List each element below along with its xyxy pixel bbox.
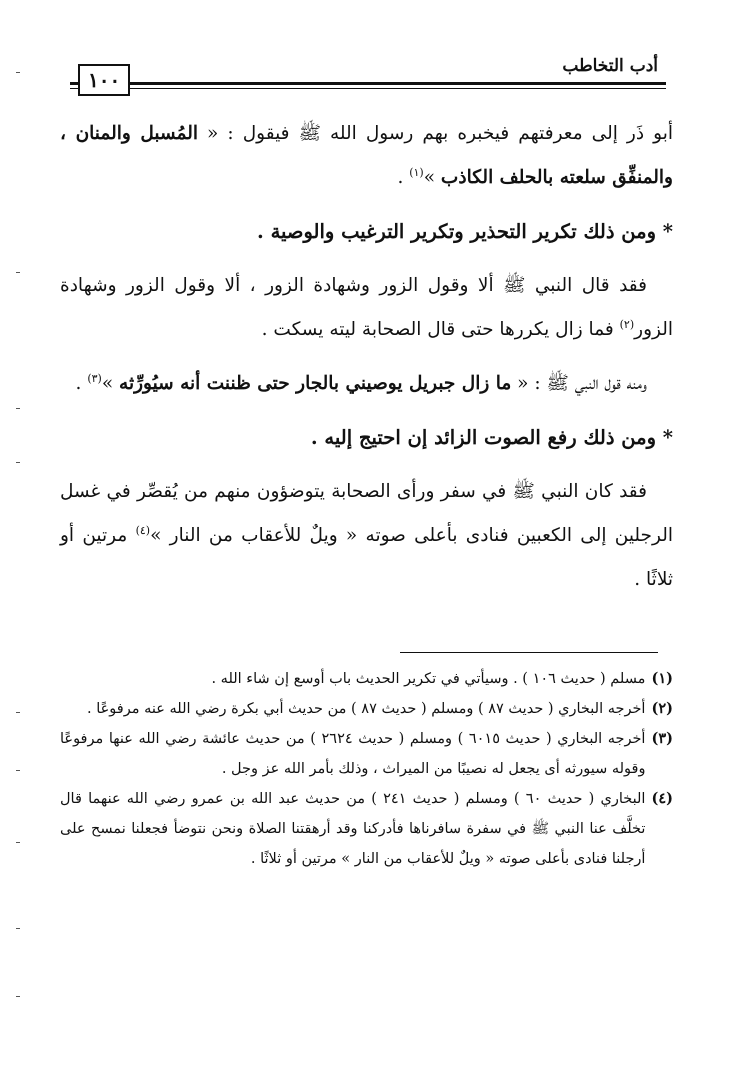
scan-mark bbox=[16, 462, 20, 463]
footnote bbox=[60, 724, 673, 784]
header-rule-thick bbox=[70, 82, 666, 85]
scan-mark bbox=[16, 996, 20, 997]
paragraph-4 bbox=[60, 470, 673, 602]
p2-text: فقد قال النبي ﷺ ألا وقول الزور وشهادة الزور ، ألا وقول الزور وشهادة الزور bbox=[60, 275, 673, 340]
scan-mark bbox=[16, 928, 20, 929]
header-rule-thin bbox=[70, 88, 666, 89]
footnote bbox=[60, 784, 673, 874]
footnote-number: (١) bbox=[651, 670, 673, 687]
p3-close-quote: » bbox=[101, 373, 120, 394]
p1-text: أبو ذَر إلى معرفتهم فيخبره بهم رسول الله ﷺ فيقول : « bbox=[198, 123, 673, 144]
p4-text: فقد كان النبي ﷺ في سفر ورأى الصحابة يتوضؤون منهم من يُقصِّر في غسل الرجلين إلى الكعبين فنادى بأعلى صوته « ويلٌ للأعقاب من النار » bbox=[60, 481, 673, 546]
page-header bbox=[70, 52, 666, 100]
hadith-quote-1: المُسبل والمنان ، والمنفِّق سلعته بالحلف الكاذب bbox=[60, 123, 673, 188]
footnote bbox=[60, 664, 673, 694]
footnote-number: (٢) bbox=[651, 700, 673, 717]
footnote-text: البخاري ( حديث ٦٠ ) ومسلم ( حديث ٢٤١ ) من حديث عبد الله بن عمرو رضي الله عنهما قال تخلَّف عنا النبي ﷺ في سفرة سافرناها فأدركنا وقد أرهقتنا الصلاة ونحن نتوضأ فجعلنا نمسح على أرجلنا فنادى بأعلى صوته « ويلٌ للأعقاب من النار » مرتين أو ثلاثًا . bbox=[60, 791, 646, 867]
paragraph-1 bbox=[60, 112, 673, 200]
footnote-ref-3: (٣) bbox=[87, 371, 102, 385]
page-number: ١٠٠ bbox=[78, 64, 130, 96]
section-heading-2: * ومن ذلك رفع الصوت الزائد إن احتيج إليه . bbox=[310, 426, 673, 449]
footnote bbox=[60, 694, 673, 724]
footnote-number: (٤) bbox=[651, 790, 673, 807]
scan-mark bbox=[16, 72, 20, 73]
footnote-ref-1: (١) bbox=[409, 165, 424, 179]
scan-mark bbox=[16, 842, 20, 843]
main-text bbox=[60, 112, 673, 602]
footnote-text: أخرجه البخاري ( حديث ٦٠١٥ ) ومسلم ( حديث ٢٦٢٤ ) من حديث عائشة رضي الله عنها مرفوعًا وقوله سيورثه أى يجعل له نصيبًا من الميراث ، وذلك بأمر الله عز وجل . bbox=[60, 731, 646, 777]
paragraph-2 bbox=[60, 264, 673, 352]
footnote-ref-4: (٤) bbox=[135, 523, 151, 537]
scan-mark bbox=[16, 770, 20, 771]
footnote-ref-2: (٢) bbox=[619, 317, 635, 331]
footnote-text: مسلم ( حديث ١٠٦ ) . وسيأتي في تكرير الحديث باب أوسع إن شاء الله . bbox=[211, 671, 646, 687]
section-heading-1: * ومن ذلك تكرير التحذير وتكرير الترغيب والوصية . bbox=[257, 220, 673, 243]
footnotes bbox=[60, 664, 673, 874]
p1-close-quote: » bbox=[423, 167, 441, 188]
scan-mark bbox=[16, 408, 20, 409]
p4-end: مرتين أو ثلاثًا . bbox=[60, 525, 673, 590]
running-title: أدب التخاطب bbox=[562, 56, 658, 76]
hadith-quote-3: ما زال جبريل يوصيني بالجار حتى ظننت أنه سيُورِّثه bbox=[119, 373, 512, 394]
paragraph-3 bbox=[60, 362, 673, 406]
footnote-text: أخرجه البخاري ( حديث ٨٧ ) ومسلم ( حديث ٨٧ ) من حديث أبي بكرة رضي الله عنه مرفوعًا . bbox=[87, 701, 646, 717]
scan-mark bbox=[16, 272, 20, 273]
p3-end: . bbox=[75, 373, 88, 394]
p1-end: . bbox=[397, 167, 410, 188]
p3-text: ومنه قول النبي ﷺ : « bbox=[511, 373, 647, 394]
footnote-number: (٣) bbox=[651, 730, 673, 747]
scan-mark bbox=[16, 712, 20, 713]
footnote-separator bbox=[400, 652, 658, 653]
p2-end: فما زال يكررها حتى قال الصحابة ليته يسكت . bbox=[261, 319, 620, 340]
